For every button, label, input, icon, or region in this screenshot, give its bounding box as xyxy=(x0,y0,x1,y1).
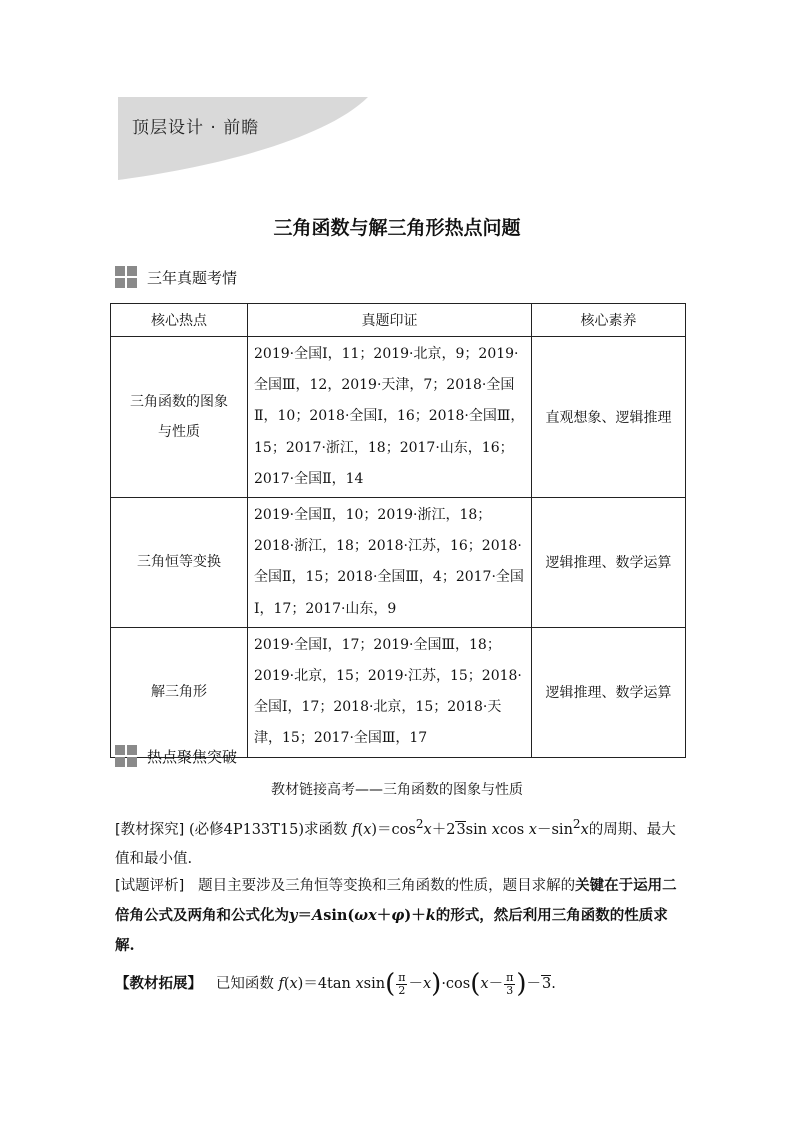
banner-shape xyxy=(0,0,794,190)
analysis-paragraph xyxy=(115,871,685,961)
banner-title: 顶层设计 · 前瞻 xyxy=(132,118,260,138)
analysis-text: 题目主要涉及三角恒等变换和三角函数的性质，题目求解的 xyxy=(198,878,576,894)
table-header-row xyxy=(111,304,686,337)
extension-prefix: 已知函数 xyxy=(215,976,274,992)
extension-paragraph xyxy=(115,970,685,999)
column-header: 核心素养 xyxy=(532,304,686,337)
topic-cell: 解三角形 xyxy=(111,627,248,757)
explore-formula: $f(x)=\cos^2x+23\sin$ xcos $x-\sin^2x$ xyxy=(352,817,589,838)
column-header: 真题印证 xyxy=(248,304,532,337)
column-header: 核心热点 xyxy=(111,304,248,337)
grid-icon xyxy=(115,745,137,767)
section-heading-focus xyxy=(115,745,237,767)
extension-label: 【教材拓展】 xyxy=(115,976,202,992)
section-heading-exam xyxy=(115,266,237,288)
analysis-formula: y＝Asin(ωx＋φ)＋k xyxy=(289,907,436,924)
section-label: 三年真题考情 xyxy=(147,268,238,287)
grid-icon xyxy=(115,266,137,288)
evidence-cell: 2019·全国Ⅱ，10；2019·浙江，18；2018·浙江，18；2018·江苏，16；2018·全国Ⅱ，15；2018·全国Ⅲ，4；2017·全国Ⅰ，17；2017·山东，9 xyxy=(248,498,532,628)
subheading: 教材链接高考——三角函数的图象与性质 xyxy=(271,782,523,798)
explore-prefix: 求函数 xyxy=(304,821,348,838)
skill-cell: 直观想象、逻辑推理 xyxy=(532,337,686,498)
explore-label: [教材探究] xyxy=(115,821,185,838)
analysis-label: [试题评析] xyxy=(115,878,185,894)
topic-cell: 三角恒等变换 xyxy=(111,498,248,628)
skill-cell: 逻辑推理、数学运算 xyxy=(532,498,686,628)
exam-table xyxy=(110,303,686,758)
analysis-key: 关键在于运用二倍角公式及两角和公式化为 xyxy=(115,877,677,924)
section-label: 热点聚焦突破 xyxy=(147,747,238,766)
evidence-cell: 2019·全国Ⅰ，17；2019·全国Ⅲ，18；2019·北京，15；2019·江苏，15；2018·全国Ⅰ，17；2018·北京，15；2018·天津，15；2017·全国Ⅲ，17 xyxy=(248,627,532,757)
table-row xyxy=(111,627,686,757)
page-title: 三角函数与解三角形热点问题 xyxy=(273,217,521,239)
skill-cell: 逻辑推理、数学运算 xyxy=(532,627,686,757)
explore-source: (必修4P133T15) xyxy=(188,821,305,838)
evidence-cell: 2019·全国Ⅰ，11；2019·北京，9；2019·全国Ⅲ，12，2019·天津，7；2018·全国Ⅱ，10；2018·全国Ⅰ，16；2018·全国Ⅲ，15；2017·浙江，18；2017·山东，16；2017·全国Ⅱ，14 xyxy=(248,337,532,498)
header-banner xyxy=(0,0,794,190)
table-row xyxy=(111,337,686,498)
topic-cell: 三角函数的图象与性质 xyxy=(111,337,248,498)
explore-paragraph xyxy=(115,810,685,874)
explore-suffix: 的周期、最大值和最小值. xyxy=(115,821,676,867)
extension-formula: f(x)＝4tan xsin( $\frac{\pi}{2}$ －x)·cos(x－ $\frac{\pi}{3}$ )－3. xyxy=(278,969,556,999)
analysis-conclusion: 的形式，然后利用三角函数的性质求解. xyxy=(115,907,668,954)
table-row xyxy=(111,498,686,628)
